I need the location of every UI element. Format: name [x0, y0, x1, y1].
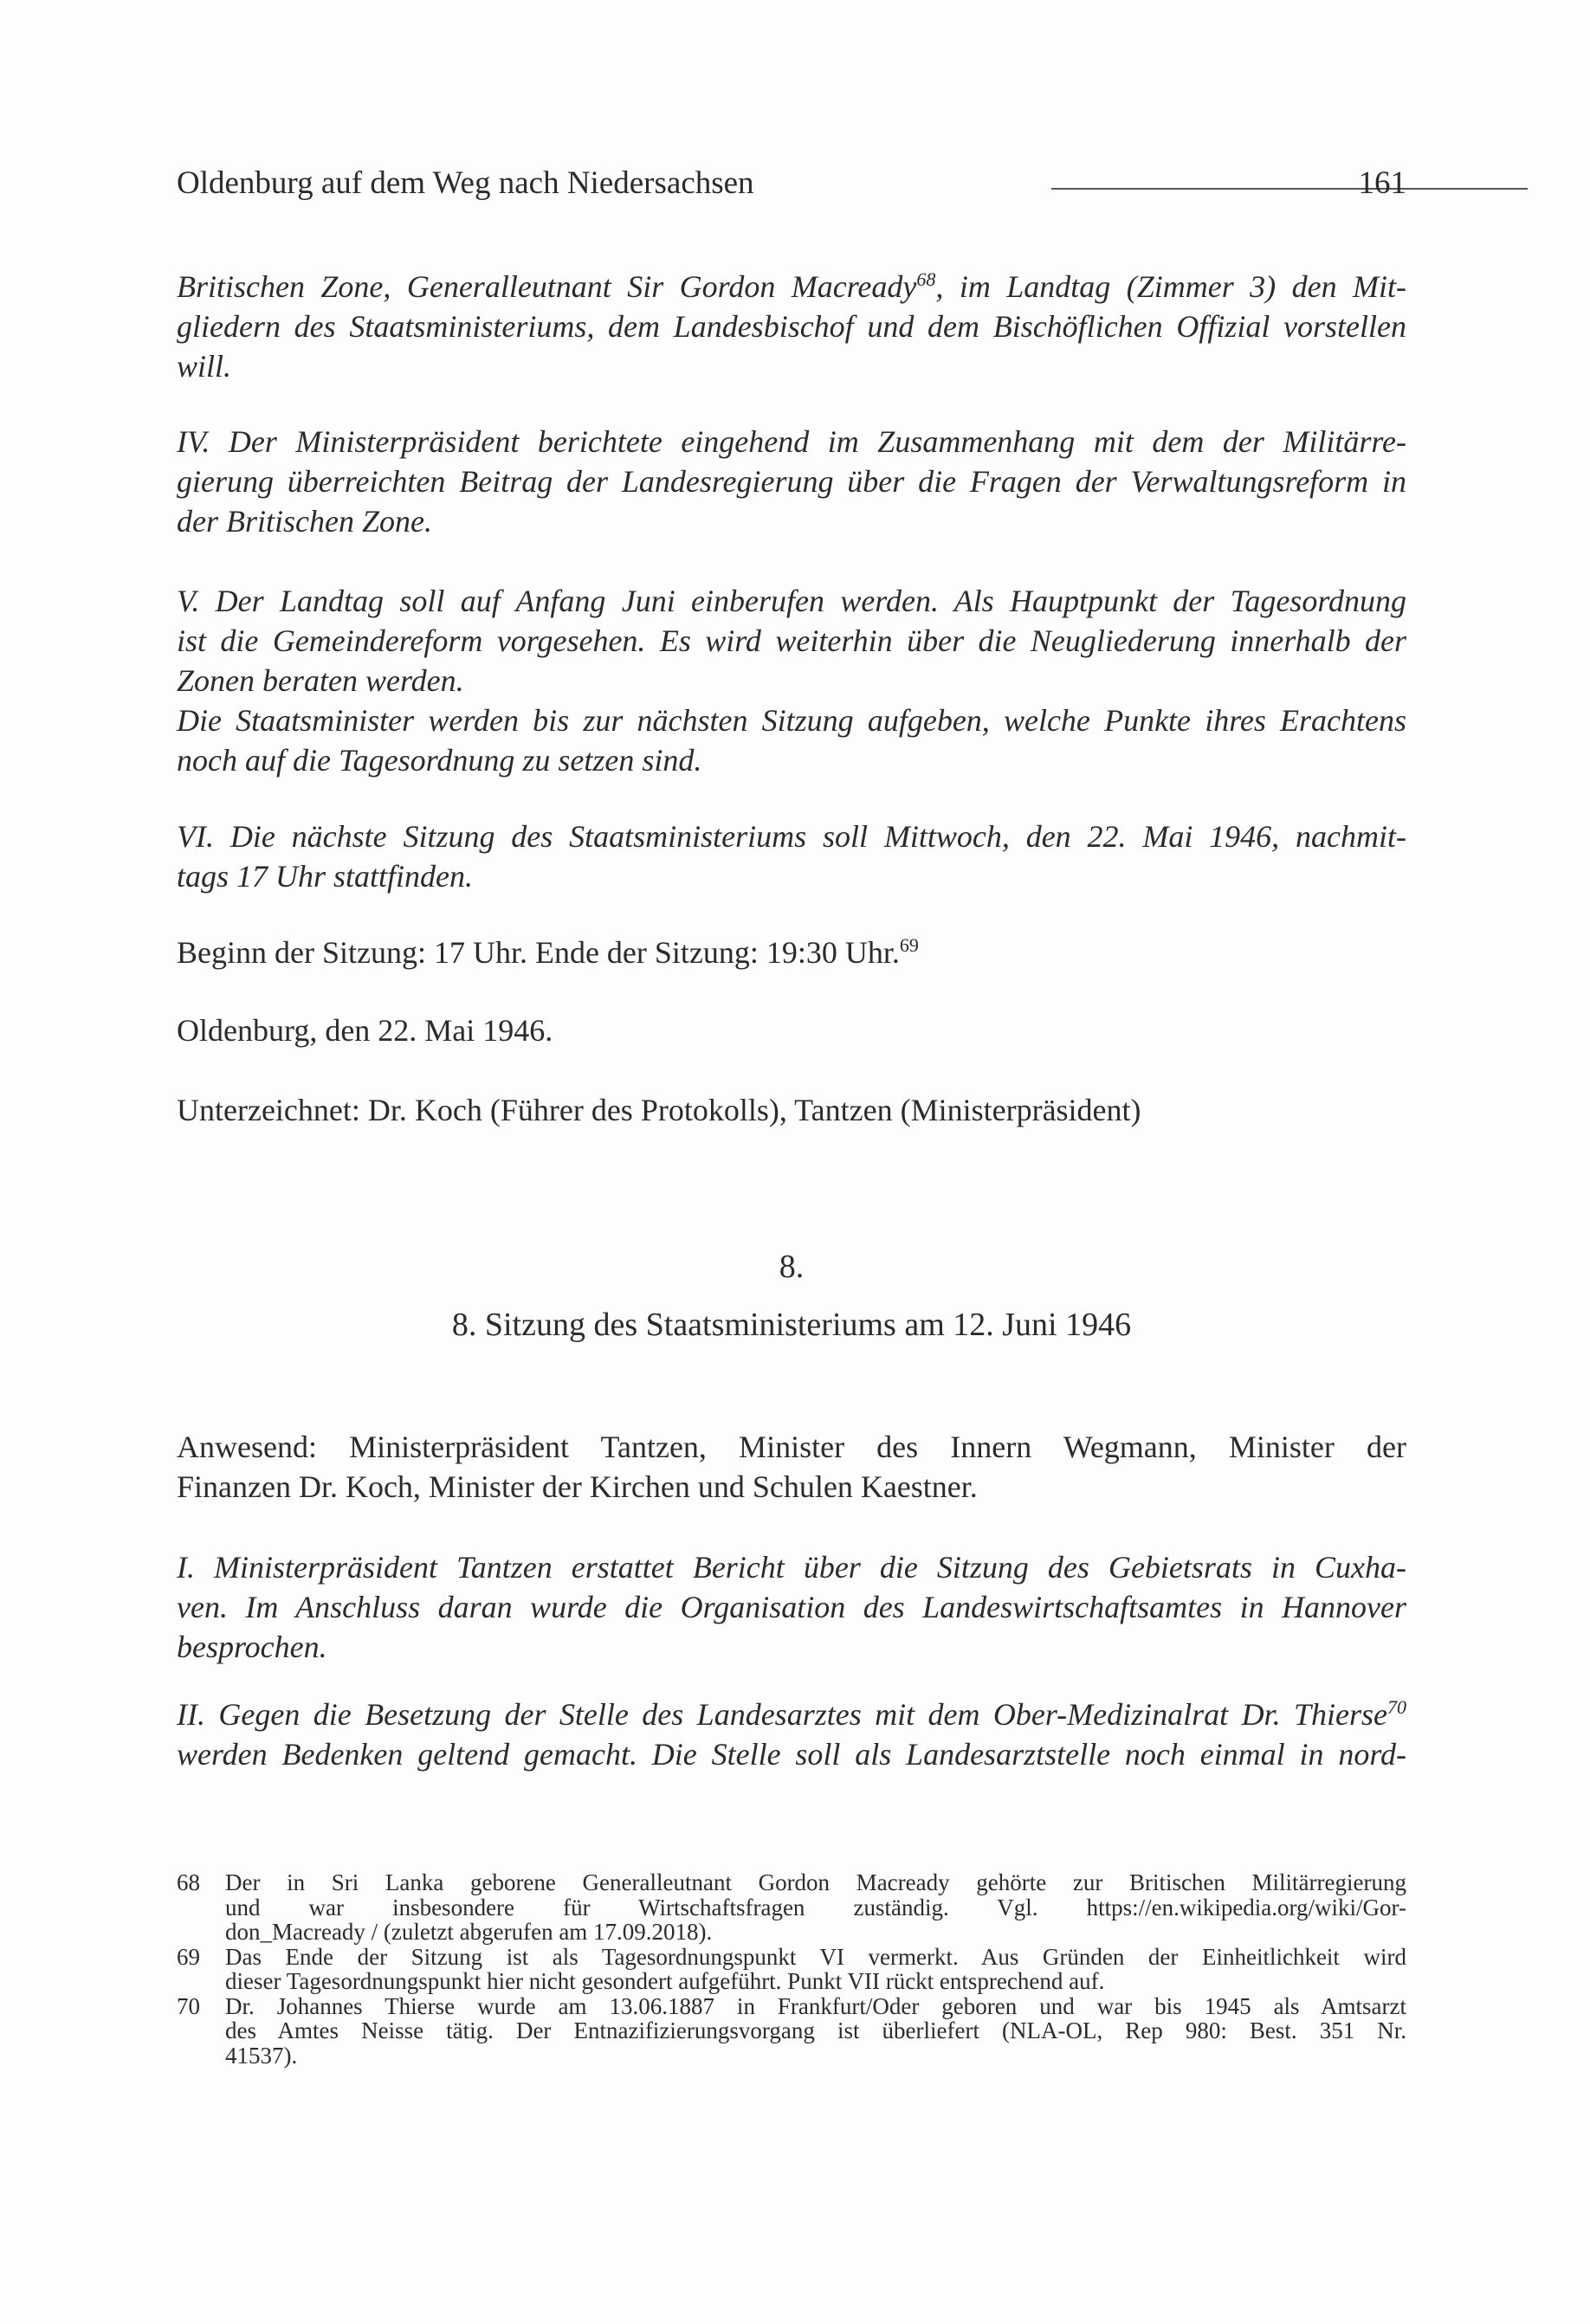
text: II. Gegen die Besetzung der Stelle des Landesarztes mit dem Ober-Medizinalrat Dr. Thierse [177, 1697, 1387, 1732]
section-number: 8. [779, 1249, 805, 1285]
text-line: tags 17 Uhr stattfinden. [177, 859, 474, 894]
running-header [177, 165, 1406, 208]
signature-line: Unterzeichnet: Dr. Koch (Führer des Protokolls), Tantzen (Ministerpräsident) [177, 1093, 1141, 1127]
text-line: Zonen beraten werden. [177, 663, 464, 698]
text-line: Finanzen Dr. Koch, Minister der Kirchen und Schulen Kaestner. [177, 1469, 978, 1504]
text-line: Anwesend: Ministerpräsident Tantzen, Minister des Innern Wegmann, Minister der [177, 1430, 1406, 1464]
text-line: des Amtes Neisse tätig. Der Entnazifizierungsvorgang ist überliefert (NLA-OL, Rep 980: Best. 351 Nr. [225, 2017, 1406, 2043]
text-line: Dr. Johannes Thierse wurde am 13.06.1887 in Frankfurt/Oder geboren und war bis 1945 als Amtsarzt [225, 1992, 1406, 2019]
footnote-70 [177, 1994, 1406, 2069]
attendees [177, 1427, 1406, 1507]
text-line: ven. Im Anschluss daran wurde die Organisation des Landeswirtschaftsamtes in Hannover [177, 1590, 1406, 1624]
item-i [177, 1547, 1406, 1667]
footnote-68 [177, 1870, 1406, 1945]
text-line: gierung überreichten Beitrag der Landesregierung über die Fragen der Verwaltungsreform in [177, 464, 1406, 499]
item-v [177, 581, 1406, 780]
text-line: gliedern des Staatsministeriums, dem Landesbischof und dem Bischöflichen Offizial vorstellen [177, 309, 1406, 344]
item-iv [177, 422, 1406, 541]
text-line: Der in Sri Lanka geborene Generalleutnant Gordon Macready gehörte zur Britischen Militärregierung [225, 1869, 1406, 1895]
text-line: besprochen. [177, 1630, 327, 1664]
text-line: noch auf die Tagesordnung zu setzen sind. [177, 743, 702, 778]
text-line: I. Ministerpräsident Tantzen erstattet Bericht über die Sitzung des Gebietsrats in Cuxha- [177, 1550, 1406, 1585]
text-line: Das Ende der Sitzung ist als Tagesordnungspunkt VI vermerkt. Aus Gründen der Einheitlichkeit wird [225, 1943, 1406, 1970]
footnote-number: 70 [177, 1992, 200, 2019]
text-line: Die Staatsminister werden bis zur nächsten Sitzung aufgeben, welche Punkte ihres Erachtens [177, 703, 1406, 738]
session-times [177, 933, 1406, 972]
text: , im Landtag (Zimmer 3) den Mit- [935, 269, 1406, 304]
text: Britischen Zone, Generalleutnant Sir Gordon Macready [177, 269, 917, 304]
footnote-number: 68 [177, 1869, 200, 1895]
text-line: will. [177, 349, 232, 384]
text-line: V. Der Landtag soll auf Anfang Juni einberufen werden. Als Hauptpunkt der Tagesordnung [177, 584, 1406, 618]
item-ii [177, 1695, 1406, 1774]
footnote-ref-70[interactable]: 70 [1387, 1696, 1406, 1718]
text-line: dieser Tagesordnungspunkt hier nicht gesondert aufgeführt. Punkt VII rückt entsprechend auf. [225, 1968, 1105, 1994]
section-title: 8. Sitzung des Staatsministeriums am 12. Juni 1946 [451, 1307, 1132, 1343]
page-number: 161 [1358, 165, 1406, 201]
place-date: Oldenburg, den 22. Mai 1946. [177, 1013, 553, 1048]
footnote-ref-69[interactable]: 69 [899, 934, 919, 956]
item-vi [177, 817, 1406, 896]
text-line: 41537). [225, 2042, 298, 2069]
text-line: der Britischen Zone. [177, 504, 432, 539]
running-title: Oldenburg auf dem Weg nach Niedersachsen [177, 165, 754, 201]
footnote-ref-68[interactable]: 68 [916, 268, 936, 290]
text-line: werden Bedenken geltend gemacht. Die Stelle soll als Landesarztstelle noch einmal in nord- [177, 1737, 1406, 1772]
footnote-link[interactable]: und war insbesondere für Wirtschaftsfragen zuständig. Vgl. https://en.wikipedia.org/wiki/Gor- [225, 1894, 1406, 1921]
header-rule [1051, 188, 1528, 190]
paragraph-continuation [177, 267, 1406, 386]
text-line: don_Macready / (zuletzt abgerufen am 17.09.2018). [225, 1919, 713, 1945]
text-line: IV. Der Ministerpräsident berichtete eingehend im Zusammenhang mit dem der Militärre- [177, 424, 1406, 459]
text-line: ist die Gemeindereform vorgesehen. Es wird weiterhin über die Neugliederung innerhalb der [177, 623, 1406, 658]
text: Beginn der Sitzung: 17 Uhr. Ende der Sitzung: 19:30 Uhr. [177, 935, 900, 970]
text-line: VI. Die nächste Sitzung des Staatsministeriums soll Mittwoch, den 22. Mai 1946, nachmit- [177, 819, 1406, 854]
footnotes [177, 1870, 1406, 2068]
footnote-69 [177, 1945, 1406, 1994]
footnote-number: 69 [177, 1943, 200, 1970]
